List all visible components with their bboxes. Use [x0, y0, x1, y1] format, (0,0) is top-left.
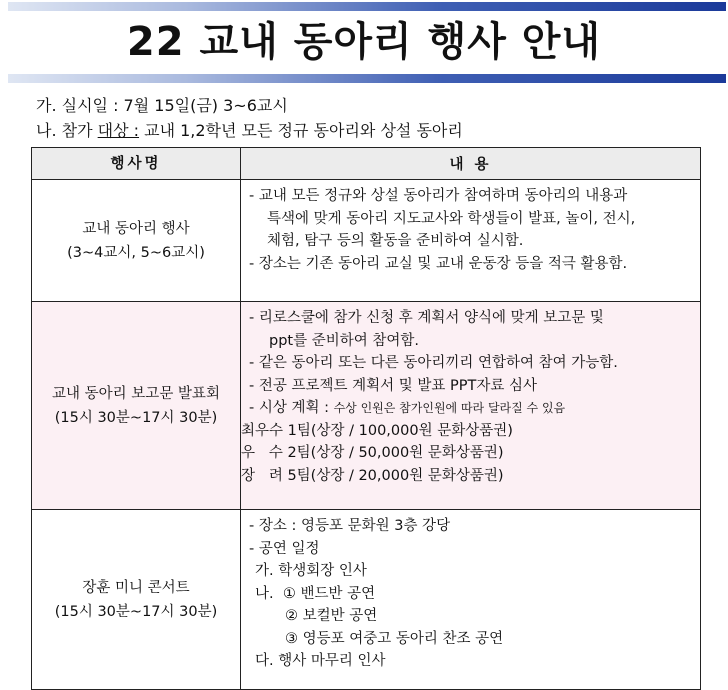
- content-line: - 전공 프로젝트 계획서 및 발표 PPT자료 심사: [249, 377, 537, 394]
- content-line: ppt를 준비하여 참여함.: [269, 332, 419, 349]
- content-line: 나. ① 밴드반 공연: [255, 585, 376, 602]
- content-line: - 교내 모든 정규와 상설 동아리가 참여하며 동아리의 내용과: [249, 188, 628, 204]
- info-target-text: 교내 1,2학년 모든 정규 동아리와 상설 동아리: [139, 121, 463, 140]
- table-row: [32, 180, 701, 302]
- event-time: (3~4교시, 5~6교시): [67, 244, 205, 261]
- event-time: (15시 30분~17시 30분): [54, 603, 218, 620]
- award-plan-line: [249, 397, 692, 420]
- info-target: [36, 120, 463, 142]
- info-date: 가. 실시일 : 7월 15일(금) 3~6교시: [36, 96, 288, 115]
- info-target-label: 대상 :: [97, 121, 140, 140]
- event-name: 장훈 미니 콘서트: [82, 579, 190, 596]
- event-name: 교내 동아리 보고문 발표회: [52, 385, 220, 402]
- top-gradient-bar: [8, 2, 726, 11]
- award-line: 우 수 2팀(상장 / 50,000원 문화상품권): [241, 445, 504, 461]
- event-name-cell: [32, 510, 241, 690]
- content-line: - 같은 동아리 또는 다른 동아리끼리 연합하여 참여 가능함.: [249, 355, 618, 371]
- content-line: 가. 학생회장 인사: [255, 563, 367, 579]
- event-content-cell: [241, 510, 701, 690]
- content-line: ② 보컬반 공연: [285, 608, 378, 624]
- bottom-gradient-bar: [8, 74, 726, 83]
- award-line: 장 려 5팀(상장 / 20,000원 문화상품권): [241, 467, 504, 484]
- info-target-prefix: 나. 참가: [36, 121, 98, 140]
- content-line: 다. 행사 마무리 인사: [255, 653, 386, 669]
- table-header-row: [32, 148, 701, 180]
- header-content: 내 용: [241, 148, 701, 180]
- content-line: - 장소 : 영등포 문화원 3층 강당: [249, 518, 451, 534]
- content-line: 체험, 탐구 등의 활동을 준비하여 실시함.: [267, 233, 524, 249]
- award-plan-label: - 시상 계획 :: [249, 400, 334, 416]
- award-line: 최우수 1팀(상장 / 100,000원 문화상품권): [241, 422, 513, 439]
- content-line: - 리로스쿨에 참가 신청 후 계획서 양식에 맞게 보고문 및: [249, 310, 604, 326]
- event-name-cell: [32, 180, 241, 302]
- content-line: ③ 영등포 여중고 동아리 찬조 공연: [285, 630, 504, 647]
- event-content-cell: [241, 180, 701, 302]
- table-row: [32, 510, 701, 690]
- award-plan-note: 수상 인원은 참가인원에 따라 달라질 수 있음: [333, 401, 566, 415]
- page-title: 22 교내 동아리 행사 안내: [126, 19, 602, 65]
- content-line: - 공연 일정: [249, 540, 320, 557]
- event-name-cell: [32, 302, 241, 510]
- header-event-name: 행사명: [32, 148, 241, 180]
- event-name: 교내 동아리 행사: [82, 220, 190, 237]
- content-line: 특색에 맞게 동아리 지도교사와 학생들이 발표, 놀이, 전시,: [267, 210, 636, 227]
- event-content-cell: [241, 302, 701, 510]
- event-time: (15시 30분~17시 30분): [54, 409, 218, 426]
- table-row: [32, 302, 701, 510]
- event-table: [31, 147, 701, 690]
- content-line: - 장소는 기존 동아리 교실 및 교내 운동장 등을 적극 활용함.: [249, 255, 628, 272]
